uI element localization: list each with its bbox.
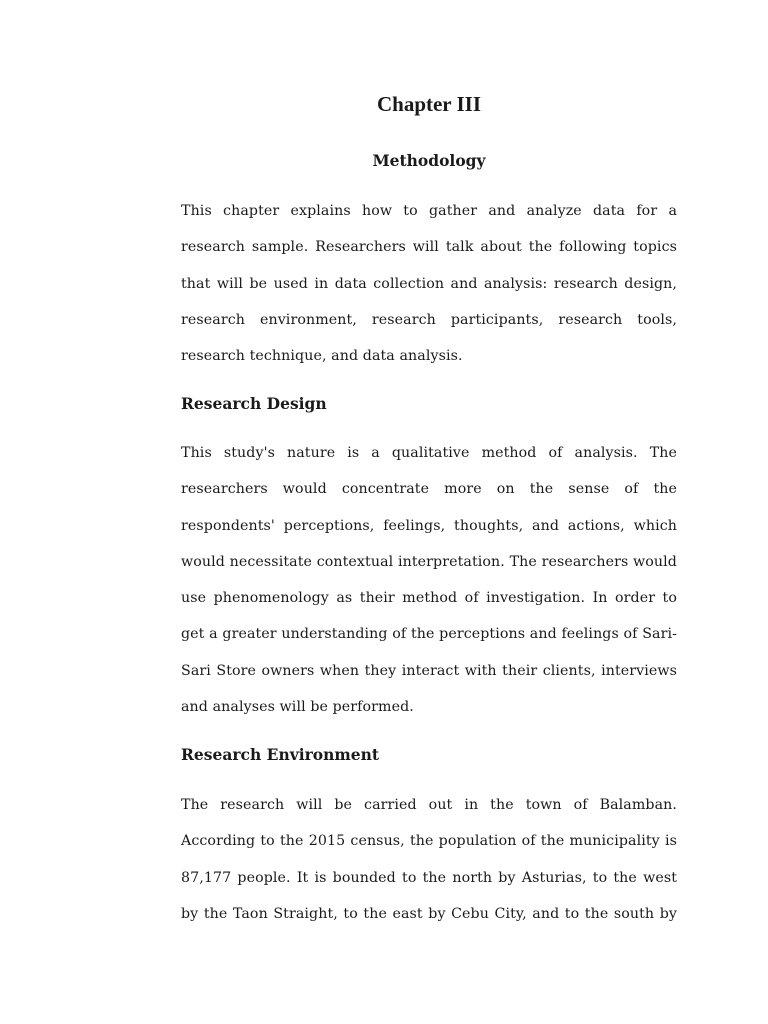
paragraph-line: researchers would concentrate more on the sense of the [181,481,677,498]
research-design-paragraph [181,442,677,732]
paragraph-line: research technique, and data analysis. [181,348,463,365]
paragraph-line: that will be used in data collection and analysis: research design, [181,275,677,292]
paragraph-line: and analyses will be performed. [181,699,414,716]
paragraph-line: This study's nature is a qualitative method of analysis. The [181,445,677,461]
paragraph-line: respondents' perceptions, feelings, thoughts, and actions, which [181,517,677,534]
chapter-title: Chapter III [376,92,482,116]
paragraph-line: According to the 2015 census, the population of the municipality is [181,833,677,850]
research-environment-heading: Research Environment [181,745,380,764]
paragraph-line: would necessitate contextual interpretation. The researchers would [181,553,677,570]
paragraph-line: Sari Store owners when they interact with their clients, interviews [181,662,677,679]
paragraph-line: This chapter explains how to gather and analyze data for a [181,203,677,219]
research-design-heading: Research Design [181,394,327,413]
research-environment-paragraph [181,794,677,939]
paragraph-line: 87,177 people. It is bounded to the north by Asturias, to the west [181,869,677,886]
paragraph-line: use phenomenology as their method of investigation. In order to [181,590,677,607]
paragraph-line: by the Taon Straight, to the east by Cebu City, and to the south by [181,905,677,922]
paragraph-line: research environment, research participants, research tools, [181,311,677,328]
intro-paragraph [181,200,677,381]
paragraph-line: The research will be carried out in the town of Balamban. [181,797,677,813]
paragraph-line: get a greater understanding of the perceptions and feelings of Sari- [181,626,677,643]
paragraph-line: research sample. Researchers will talk about the following topics [181,239,677,256]
chapter-subtitle: Methodology [372,151,486,170]
